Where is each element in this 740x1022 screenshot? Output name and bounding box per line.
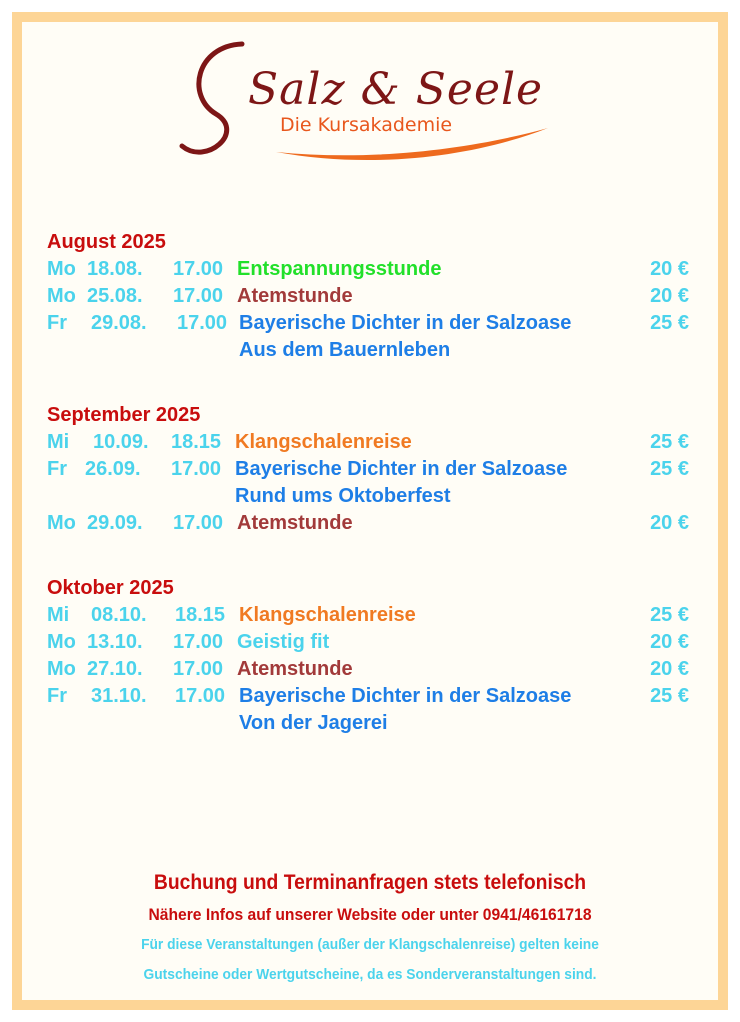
event-day: Mo (47, 658, 76, 680)
event-date: 18.08. (87, 258, 143, 280)
event-title: Bayerische Dichter in der Salzoase (239, 685, 572, 707)
event-schedule (47, 228, 697, 737)
event-time: 18.15 (171, 431, 222, 453)
event-row (47, 629, 697, 656)
event-price: 20 € (650, 285, 689, 307)
logo (176, 36, 556, 176)
event-time: 17.00 (173, 512, 224, 534)
event-time: 17.00 (173, 285, 224, 307)
event-subtitle: Rund ums Oktoberfest (235, 485, 451, 507)
event-time: 17.00 (171, 458, 222, 480)
event-day: Mo (47, 631, 76, 653)
event-day: Fr (47, 312, 67, 334)
event-title: Bayerische Dichter in der Salzoase (235, 458, 568, 480)
event-date: 29.09. (87, 512, 143, 534)
event-time: 17.00 (175, 685, 226, 707)
event-subtitle-row (47, 337, 697, 364)
event-subtitle-row (47, 710, 697, 737)
event-day: Fr (47, 458, 67, 480)
event-date: 10.09. (93, 431, 149, 453)
event-price: 25 € (650, 312, 689, 334)
event-time: 17.00 (173, 631, 224, 653)
event-title: Klangschalenreise (239, 604, 416, 626)
event-date: 13.10. (87, 631, 143, 653)
event-row (47, 656, 697, 683)
event-subtitle: Aus dem Bauernleben (239, 339, 451, 361)
event-date: 26.09. (85, 458, 141, 480)
event-title: Atemstunde (237, 285, 353, 307)
event-title: Geistig fit (237, 631, 330, 653)
voucher-note-line-2: Gutscheine oder Wertgutscheine, da es Sonderveranstaltungen sind. (143, 966, 597, 983)
event-date: 25.08. (87, 285, 143, 307)
event-price: 25 € (650, 685, 689, 707)
event-day: Mi (47, 431, 70, 453)
event-subtitle-row (47, 483, 697, 510)
month-heading: Oktober 2025 (47, 577, 174, 599)
booking-note: Buchung und Terminanfragen stets telefonisch (153, 871, 587, 894)
event-time: 18.15 (175, 604, 226, 626)
month-heading: August 2025 (47, 231, 166, 253)
event-day: Mo (47, 285, 76, 307)
footer (20, 866, 720, 990)
event-date: 29.08. (91, 312, 147, 334)
logo-title: Salz & Seele (248, 64, 544, 115)
event-row (47, 310, 697, 337)
event-row (47, 429, 697, 456)
event-row (47, 510, 697, 537)
event-time: 17.00 (173, 658, 224, 680)
event-row (47, 283, 697, 310)
event-price: 20 € (650, 631, 689, 653)
event-row (47, 683, 697, 710)
event-title: Atemstunde (237, 512, 353, 534)
info-contact: Nähere Infos auf unserer Website oder unter 0941/46161718 (148, 905, 592, 924)
event-price: 20 € (650, 258, 689, 280)
event-row (47, 256, 697, 283)
event-day: Mi (47, 604, 70, 626)
event-time: 17.00 (177, 312, 228, 334)
event-price: 25 € (650, 604, 689, 626)
voucher-note-line-1: Für diese Veranstaltungen (außer der Klangschalenreise) gelten keine (141, 936, 599, 953)
event-day: Mo (47, 258, 76, 280)
event-row (47, 456, 697, 483)
event-price: 20 € (650, 512, 689, 534)
event-time: 17.00 (173, 258, 224, 280)
event-price: 25 € (650, 431, 689, 453)
event-day: Mo (47, 512, 76, 534)
event-subtitle: Von der Jagerei (239, 712, 388, 734)
event-day: Fr (47, 685, 67, 707)
event-price: 25 € (650, 458, 689, 480)
event-row (47, 602, 697, 629)
event-title: Bayerische Dichter in der Salzoase (239, 312, 572, 334)
event-title: Atemstunde (237, 658, 353, 680)
logo-subtitle: Die Kursakademie (280, 114, 453, 136)
event-date: 27.10. (87, 658, 143, 680)
event-price: 20 € (650, 658, 689, 680)
event-date: 08.10. (91, 604, 147, 626)
event-title: Klangschalenreise (235, 431, 412, 453)
event-date: 31.10. (91, 685, 147, 707)
month-heading: September 2025 (47, 404, 201, 426)
event-title: Entspannungsstunde (237, 258, 442, 280)
